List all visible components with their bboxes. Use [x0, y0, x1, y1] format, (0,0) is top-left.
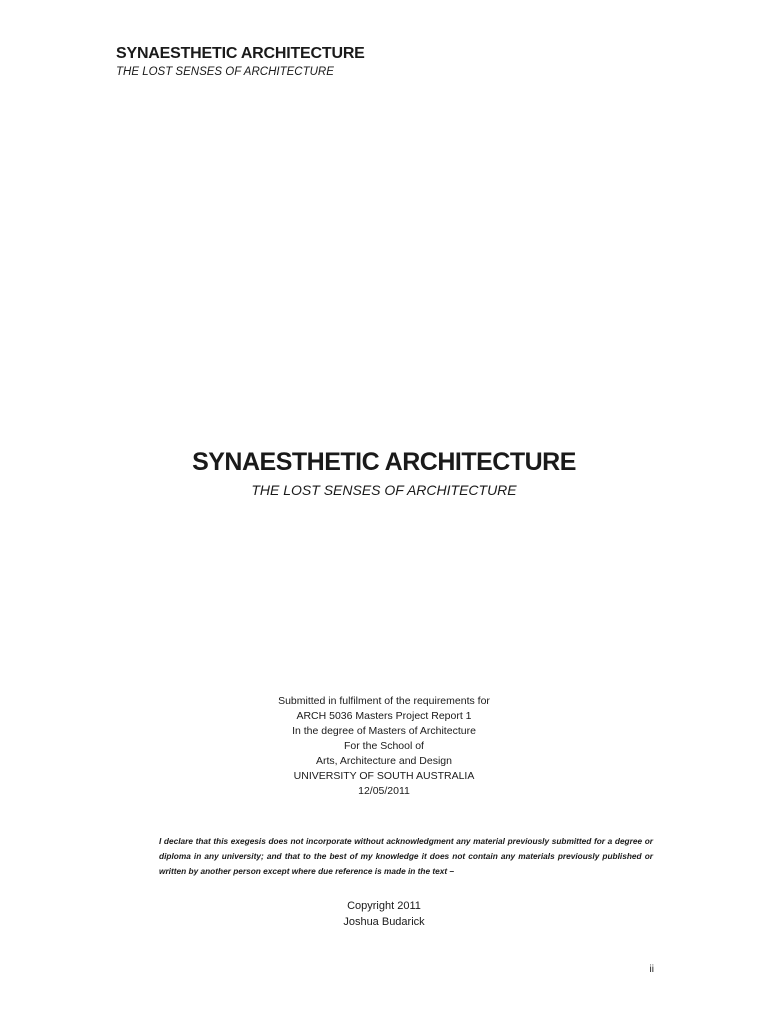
- copyright-block: [0, 898, 768, 930]
- submission-line: Submitted in fulfilment of the requirements for: [278, 695, 490, 707]
- submission-line: In the degree of Masters of Architecture: [292, 725, 476, 737]
- page-subtitle: THE LOST SENSES OF ARCHITECTURE: [251, 482, 517, 498]
- submission-date: 12/05/2011: [358, 785, 410, 797]
- running-header-subtitle: THE LOST SENSES OF ARCHITECTURE: [116, 66, 334, 78]
- declaration-paragraph: I declare that this exegesis does not incorporate without acknowledgment any material previously submitted for a degree or diploma in any university; and that to the best of my knowledge it does not contain any materials previously published or written by another person except where due reference is made in the text –: [159, 836, 653, 876]
- submission-line: UNIVERSITY OF SOUTH AUSTRALIA: [293, 770, 475, 782]
- title-block: [0, 446, 768, 500]
- running-header: [116, 44, 365, 80]
- submission-statement: [0, 694, 768, 799]
- submission-line: ARCH 5036 Masters Project Report 1: [296, 710, 472, 722]
- running-header-title: SYNAESTHETIC ARCHITECTURE: [116, 45, 365, 62]
- page-title: SYNAESTHETIC ARCHITECTURE: [192, 448, 576, 476]
- submission-line: For the School of: [344, 740, 424, 752]
- submission-line: Arts, Architecture and Design: [316, 755, 452, 767]
- author-name: Joshua Budarick: [343, 916, 425, 928]
- copyright-notice: Copyright 2011: [347, 900, 421, 912]
- page-number: ii: [649, 964, 654, 975]
